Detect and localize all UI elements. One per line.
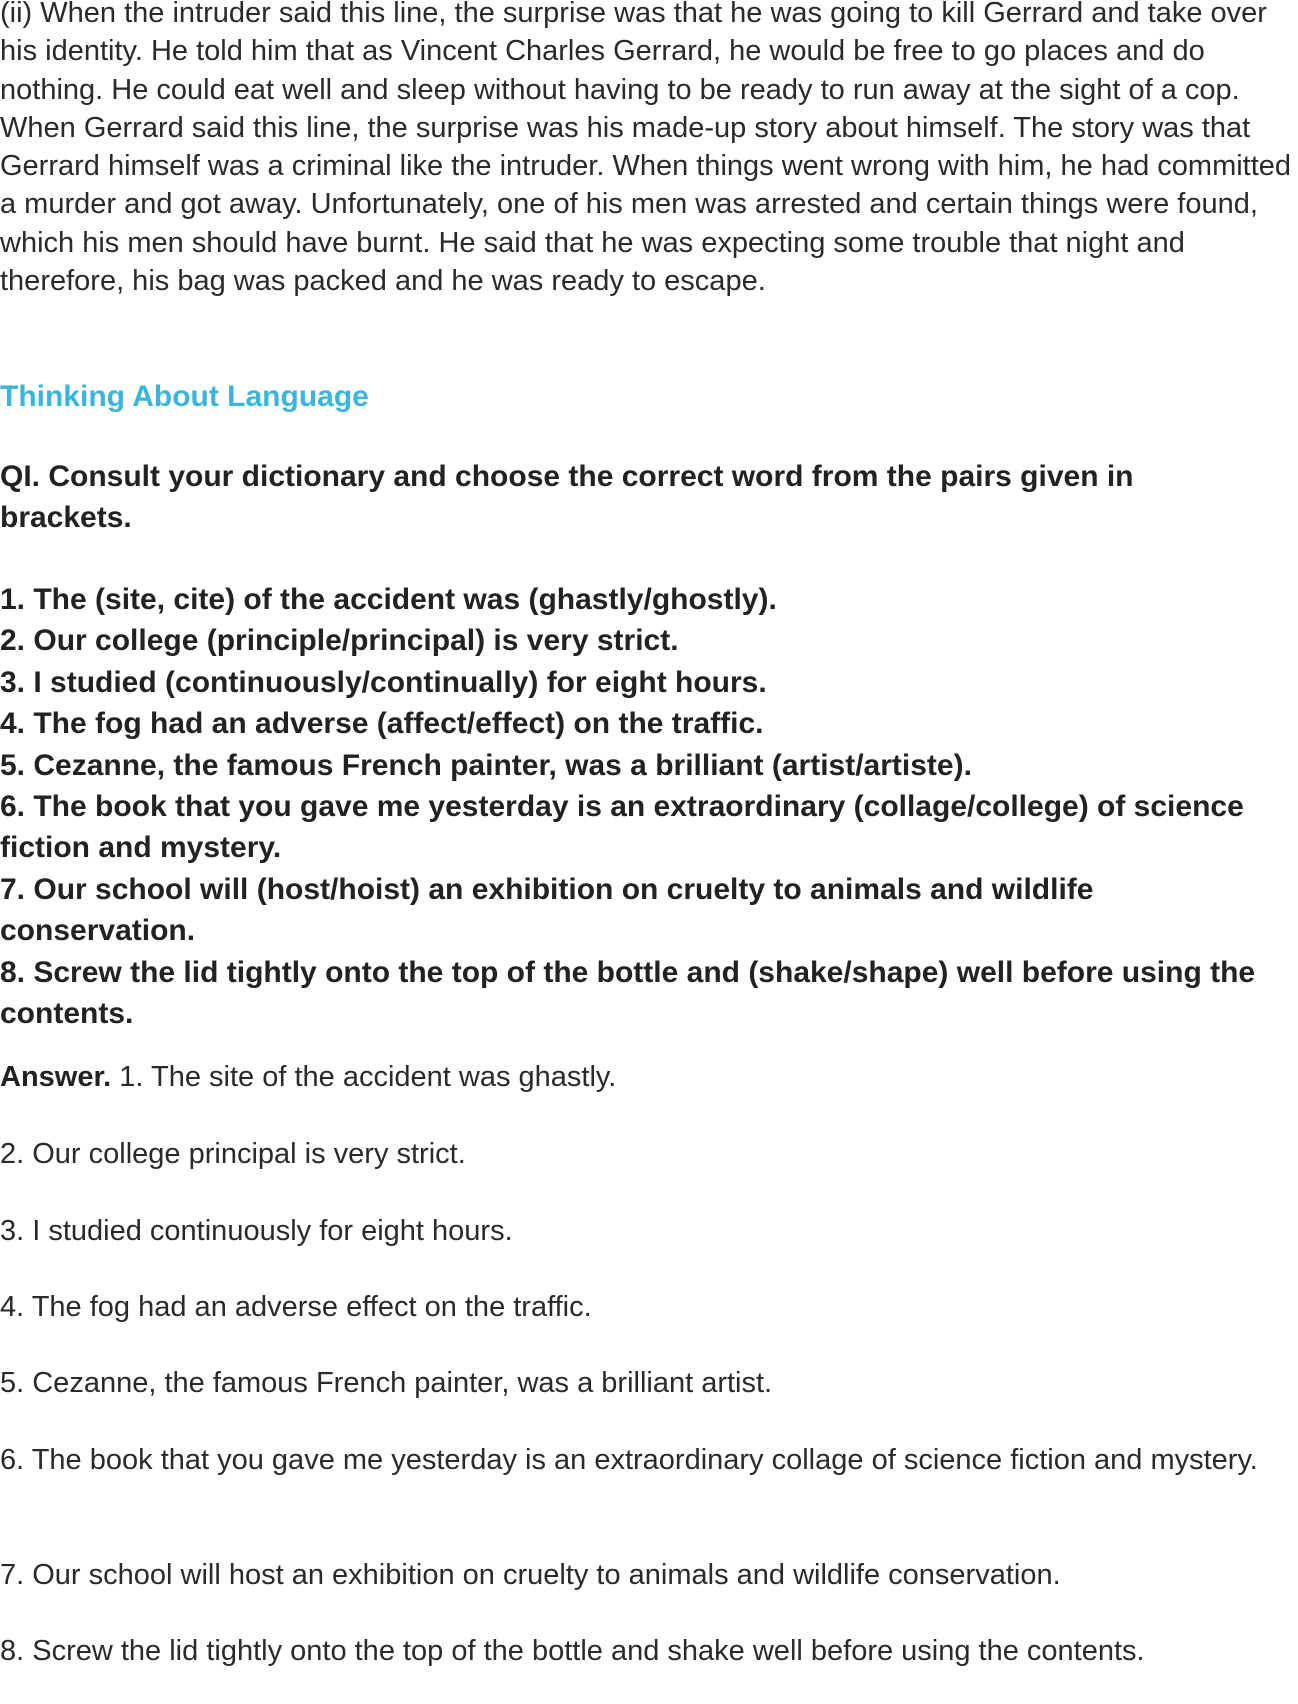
question-item: 8. Screw the lid tightly onto the top of the bottle and (shake/shape) well before using the contents. xyxy=(0,955,1256,1031)
question-item: 5. Cezanne, the famous French painter, was a brilliant (artist/artiste). xyxy=(0,748,972,782)
answer-item: 3. I studied continuously for eight hours. xyxy=(0,1215,513,1247)
intro-paragraph: (ii) When the intruder said this line, the surprise was that he was going to kill Gerrard and take over his identity. He told him that as Vincent Charles Gerrard, he would be free to go places and do nothing. He could eat well and sleep without having to be ready to run away at the sight of a cop. When Gerrard said this line, the surprise was his made-up story about himself. The story was that Gerrard himself was a criminal like the intruder. When things went wrong with him, he had committed a murder and got away. Unfortunately, one of his men was arrested and certain things were found, which his men should have burnt. He said that he was expecting some trouble that night and therefore, his bag was packed and he was ready to escape. xyxy=(0,0,1292,298)
question-items-list xyxy=(0,579,1292,1034)
question-item: 2. Our college (principle/principal) is very strict. xyxy=(0,624,679,658)
section-heading: Thinking About Language xyxy=(0,380,369,413)
question-text: QI. Consult your dictionary and choose the correct word from the pairs given in brackets. xyxy=(0,460,1134,534)
answer-item xyxy=(0,1058,1280,1096)
question-item: 4. The fog had an adverse (affect/effect) on the traffic. xyxy=(0,707,764,741)
question-item: 3. I studied (continuously/continually) for eight hours. xyxy=(0,665,767,699)
question-item: 7. Our school will (host/hoist) an exhibition on cruelty to animals and wildlife conservation. xyxy=(0,872,1094,948)
answer-item: 4. The fog had an adverse effect on the traffic. xyxy=(0,1291,592,1323)
answer-text: 1. The site of the accident was ghastly. xyxy=(119,1061,617,1093)
question-item: 1. The (site, cite) of the accident was (ghastly/ghostly). xyxy=(0,583,777,616)
question-item: 6. The book that you gave me yesterday is an extraordinary (collage/college) of science fiction and mystery. xyxy=(0,790,1244,865)
answer-item: 6. The book that you gave me yesterday is an extraordinary collage of science fiction and mystery. xyxy=(0,1444,1258,1476)
answer-item: 7. Our school will host an exhibition on cruelty to animals and wildlife conservation. xyxy=(0,1559,1061,1591)
answer-item: 8. Screw the lid tightly onto the top of the bottle and shake well before using the contents. xyxy=(0,1635,1145,1667)
answer-item: 2. Our college principal is very strict. xyxy=(0,1138,466,1170)
answer-item: 5. Cezanne, the famous French painter, was a brilliant artist. xyxy=(0,1367,773,1399)
answer-label: Answer. xyxy=(0,1061,112,1093)
